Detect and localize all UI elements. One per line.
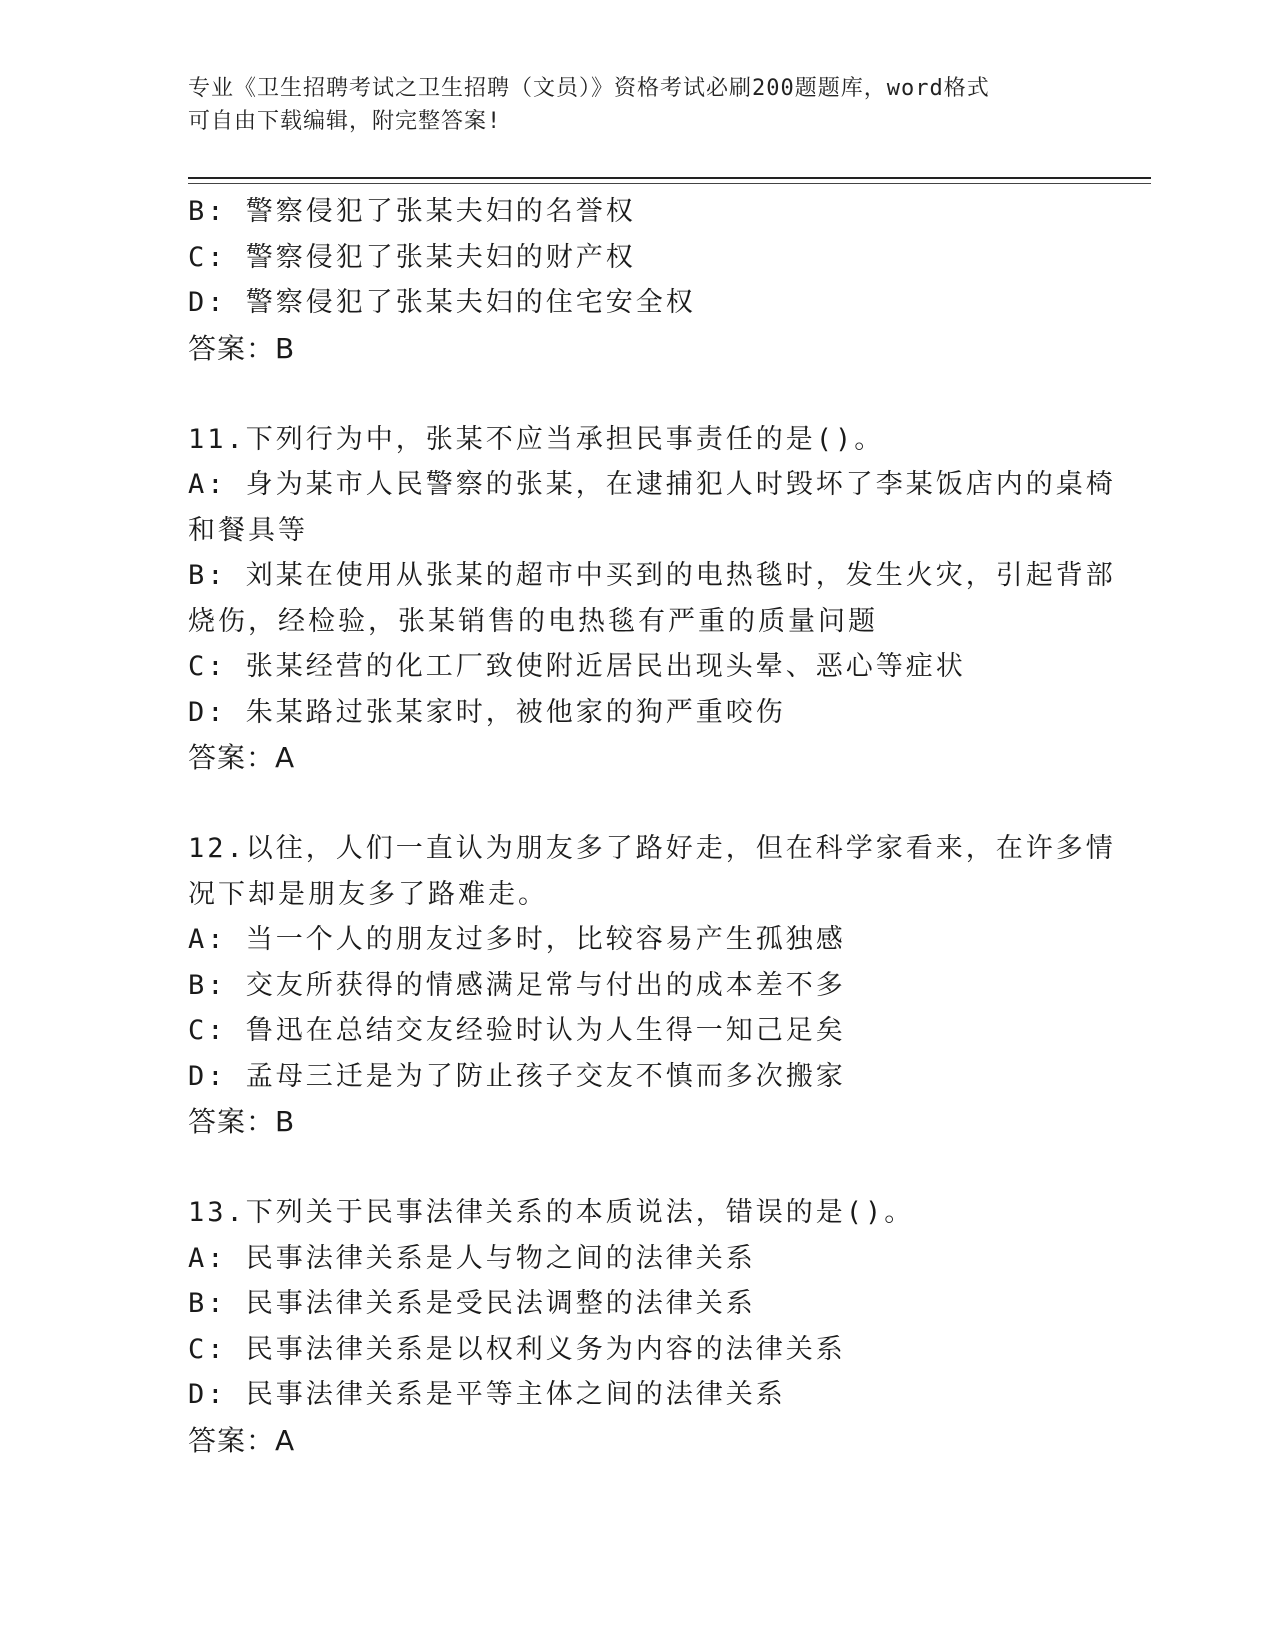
- option-a-line-2: 和餐具等: [188, 514, 308, 546]
- option-d: D: 孟母三迁是为了防止孩子交友不慎而多次搬家: [188, 1060, 846, 1092]
- answer-label: 答案：A: [188, 1423, 296, 1457]
- question-spacer: [188, 1145, 1088, 1191]
- answer-label: 答案：B: [188, 331, 296, 365]
- question-stem-line-1: 12.以往，人们一直认为朋友多了路好走，但在科学家看来，在许多情: [188, 833, 1116, 864]
- question-13: [188, 1190, 1088, 1463]
- option-d: D: 警察侵犯了张某夫妇的住宅安全权: [188, 287, 696, 318]
- option-b: B: 交友所获得的情感满足常与付出的成本差不多: [188, 969, 846, 1001]
- document-header: [188, 72, 1068, 138]
- answer-label: 答案：A: [188, 741, 296, 774]
- question-list: [188, 189, 1116, 1463]
- option-c: C: 鲁迅在总结交友经验时认为人生得一知己足矣: [188, 1015, 846, 1046]
- option-a-line-1: A: 身为某市人民警察的张某，在逮捕犯人时毁坏了李某饭店内的桌椅: [188, 469, 1116, 500]
- question-stem-line-2: 况下却是朋友多了路难走。: [188, 878, 548, 910]
- header-title-line-2: 可自由下载编辑，附完整答案!: [188, 109, 502, 134]
- question-12: [188, 826, 1116, 1145]
- question-stem: 11.下列行为中，张某不应当承担民事责任的是()。: [188, 423, 885, 455]
- option-d: D: 民事法律关系是平等主体之间的法律关系: [188, 1379, 786, 1410]
- option-a: A: 民事法律关系是人与物之间的法律关系: [188, 1242, 756, 1274]
- question-spacer: [188, 371, 1088, 417]
- header-divider-thick: [188, 177, 1151, 179]
- option-b-line-1: B: 刘某在使用从张某的超市中买到的电热毯时，发生火灾，引起背部: [188, 560, 1116, 591]
- option-c: C: 警察侵犯了张某夫妇的财产权: [188, 241, 636, 273]
- option-c: C: 民事法律关系是以权利义务为内容的法律关系: [188, 1333, 846, 1365]
- question-11: [188, 417, 1116, 781]
- option-b-line-2: 烧伤，经检验，张某销售的电热毯有严重的质量问题: [188, 605, 878, 637]
- header-divider-thin: [188, 183, 1151, 184]
- option-c: C: 张某经营的化工厂致使附近居民出现头晕、恶心等症状: [188, 651, 966, 682]
- option-b: B: 民事法律关系是受民法调整的法律关系: [188, 1288, 756, 1319]
- option-a: A: 当一个人的朋友过多时，比较容易产生孤独感: [188, 924, 846, 955]
- option-b: B: 警察侵犯了张某夫妇的名誉权: [188, 196, 636, 227]
- question-spacer: [188, 781, 1088, 827]
- question-10-tail: [188, 189, 1088, 371]
- question-stem: 13.下列关于民事法律关系的本质说法，错误的是()。: [188, 1197, 915, 1228]
- answer-label: 答案：B: [188, 1105, 296, 1138]
- header-title-line-1: 专业《卫生招聘考试之卫生招聘（文员）》资格考试必刷200题题库，word格式: [188, 76, 990, 101]
- option-d: D: 朱某路过张某家时，被他家的狗严重咬伤: [188, 696, 786, 728]
